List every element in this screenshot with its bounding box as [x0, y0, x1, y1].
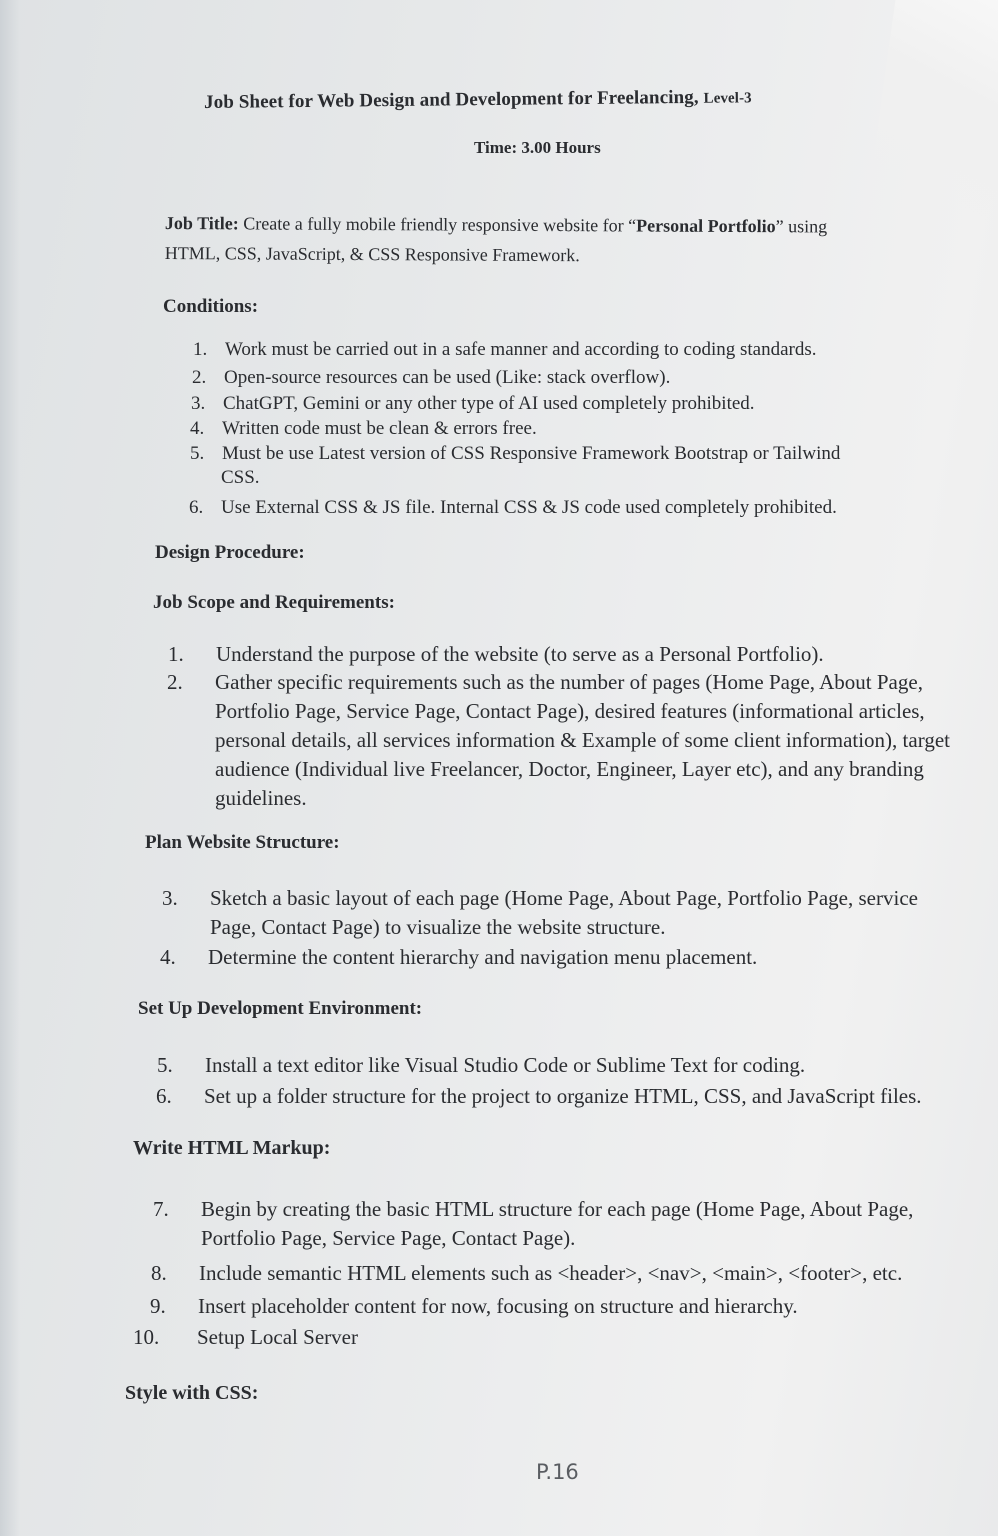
item-text: Must be use Latest version of CSS Responsive Framework Bootstrap or Tailwind [222, 443, 841, 464]
item-number: 7. [153, 1197, 169, 1221]
item-text: Include semantic HTML elements such as <header>, <nav>, <main>, <footer>, etc. [199, 1261, 903, 1285]
item-text: Setup Local Server [197, 1325, 358, 1349]
condition-item [190, 418, 537, 440]
condition-item [189, 497, 837, 519]
item-number: 2. [192, 367, 207, 388]
job-title-label: Job Title: [164, 212, 239, 234]
item-number: 5. [157, 1053, 173, 1077]
item-text: Use External CSS & JS file. Internal CSS & JS code used completely prohibited. [221, 497, 837, 518]
page-number: P.16 [536, 1460, 579, 1484]
conditions-heading: Conditions: [163, 296, 259, 317]
item-number: 5. [190, 443, 205, 464]
time-allowed: Time: 3.00 Hours [474, 138, 601, 157]
item-line: personal details, all services information & Example of some client information), target [215, 728, 950, 752]
setup-item [156, 1082, 922, 1111]
item-number: 10. [133, 1325, 160, 1349]
css-heading: Style with CSS: [125, 1382, 259, 1404]
item-text: Open-source resources can be used (Like: stack overflow). [224, 367, 671, 388]
scope-heading: Job Scope and Requirements: [153, 592, 395, 613]
item-number: 4. [190, 418, 205, 439]
html-markup-item [150, 1292, 798, 1321]
job-title-line2: HTML, CSS, JavaScript, & CSS Responsive Framework. [164, 242, 580, 266]
item-line: Sketch a basic layout of each page (Home Page, About Page, Portfolio Page, service [210, 886, 918, 910]
page-edge-shadow [0, 0, 20, 1536]
condition-item-continued: CSS. [221, 467, 260, 488]
plan-item [160, 943, 758, 972]
html-markup-item [151, 1259, 903, 1288]
item-number: 9. [150, 1294, 166, 1318]
page-curl [858, 0, 998, 290]
html-markup-item [133, 1323, 358, 1352]
item-text: Written code must be clean & errors free. [222, 418, 537, 439]
item-text: ChatGPT, Gemini or any other type of AI used completely prohibited. [223, 393, 755, 414]
item-line: guidelines. [215, 786, 307, 810]
item-text: Determine the content hierarchy and navigation menu placement. [208, 945, 758, 969]
document-title [204, 86, 752, 114]
item-text: Install a text editor like Visual Studio Code or Sublime Text for coding. [205, 1053, 806, 1077]
scope-item [168, 640, 824, 669]
condition-item [190, 443, 841, 465]
item-number: 1. [193, 339, 208, 360]
item-number: 8. [151, 1261, 167, 1285]
title-level: Level-3 [703, 90, 752, 107]
item-text: Work must be carried out in a safe manner and according to coding standards. [225, 339, 817, 360]
item-line: Page, Contact Page) to visualize the website structure. [210, 915, 666, 939]
html-markup-heading: Write HTML Markup: [133, 1137, 331, 1159]
item-line: Portfolio Page, Service Page, Contact Page), desired features (informational articles, [215, 699, 925, 723]
condition-item [192, 367, 671, 389]
item-number: 3. [162, 886, 178, 910]
title-text: Job Sheet for Web Design and Development for Freelancing, [204, 86, 699, 113]
item-number: 6. [156, 1084, 172, 1108]
job-title-text-after: ” using [775, 216, 828, 237]
item-text: Understand the purpose of the website (to serve as a Personal Portfolio). [216, 642, 824, 666]
item-number: 1. [168, 642, 184, 666]
item-line: Portfolio Page, Service Page, Contact Page). [201, 1226, 576, 1250]
html-markup-item [153, 1195, 914, 1253]
setup-item [157, 1051, 806, 1080]
plan-heading: Plan Website Structure: [145, 832, 340, 853]
condition-item [191, 393, 755, 415]
setup-heading: Set Up Development Environment: [138, 998, 423, 1019]
item-text: Insert placeholder content for now, focusing on structure and hierarchy. [198, 1294, 798, 1318]
item-number: 3. [191, 393, 206, 414]
item-line: Gather specific requirements such as the number of pages (Home Page, About Page, [215, 670, 923, 694]
item-line: audience (Individual live Freelancer, Doctor, Engineer, Layer etc), and any branding [215, 757, 924, 781]
design-procedure-heading: Design Procedure: [155, 542, 305, 563]
item-number: 6. [189, 497, 204, 518]
condition-item [193, 339, 817, 361]
job-title-bold: Personal Portfolio [636, 215, 776, 237]
job-title-block [165, 208, 828, 271]
plan-item [162, 884, 918, 942]
job-title-text: Create a fully mobile friendly responsive website for “ [238, 213, 637, 236]
item-number: 2. [167, 670, 183, 694]
scope-item [167, 668, 950, 813]
item-line: Begin by creating the basic HTML structure for each page (Home Page, About Page, [201, 1197, 914, 1221]
item-text: Set up a folder structure for the project to organize HTML, CSS, and JavaScript files. [204, 1084, 922, 1108]
item-number: 4. [160, 945, 176, 969]
